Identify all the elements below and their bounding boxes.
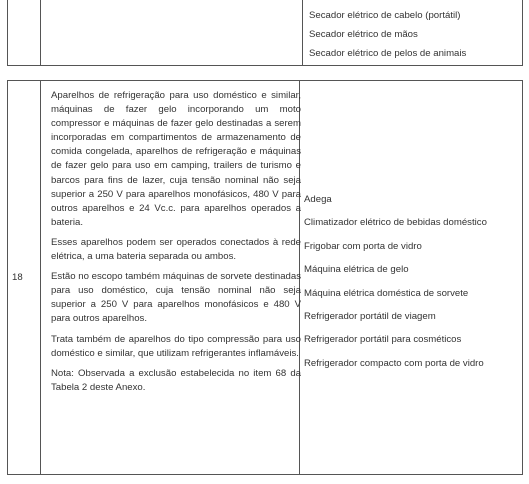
product-item: Secador elétrico de mãos <box>309 29 418 41</box>
product-item: Frigobar com porta de vidro <box>304 240 422 252</box>
product-item: Refrigerador portátil para cosméticos <box>304 334 462 346</box>
product-item: Refrigerador compacto com porta de vidro <box>304 357 484 369</box>
product-item: Secador elétrico de cabelo (portátil) <box>309 10 461 21</box>
column-divider <box>302 0 303 65</box>
product-item: Secador elétrico de pelos de animais <box>309 48 467 60</box>
product-item: Climatizador elétrico de bebidas doméstico <box>304 217 487 229</box>
item-table <box>7 80 523 475</box>
description-paragraph: Nota: Observada a exclusão estabelecida no item 68 da Tabela 2 deste Anexo. <box>51 367 301 393</box>
product-list <box>309 6 466 64</box>
description-paragraph: Aparelhos de refrigeração para uso doméstico e similar, máquinas de fazer gelo incorporando um moto compressor e máquinas de fazer gelo destinadas a serem incorporadas em compartimentos de armazenamento de comida congelada, aparelhos de refrigeração e máquinas de fazer gelo para uso em camping, trailers de turismo e barcos para fins de lazer, cuja tensão nominal não seja superior a 250 V para aparelhos monofásicos, 480 V para outros aparelhos e 24 Vc.c. para aparelhos operados a bateria. <box>51 90 301 228</box>
item-number: 18 <box>12 272 23 283</box>
description-paragraph: Esses aparelhos podem ser operados conectados à rede elétrica, a uma bateria separada ou ambos. <box>51 236 301 263</box>
description-paragraph: Estão no escopo também máquinas de sorvete destinadas para uso doméstico, cuja tensão nominal não seja superior a 250 V para aparelhos monofásicos e 480 V para outros aparelhos. <box>51 271 301 325</box>
product-item: Adega <box>304 194 332 205</box>
column-divider <box>40 0 41 65</box>
column-divider <box>40 81 41 474</box>
product-item: Máquina elétrica doméstica de sorvete <box>304 287 469 299</box>
item-description <box>51 89 301 401</box>
description-paragraph: Trata também de aparelhos do tipo compressão para uso doméstico e similar, que utilizam refrigerantes inflamáveis. <box>51 333 301 359</box>
product-item: Máquina elétrica de gelo <box>304 264 409 276</box>
continued-table <box>7 0 523 66</box>
product-item: Refrigerador portátil de viagem <box>304 311 436 323</box>
product-list <box>304 188 487 375</box>
